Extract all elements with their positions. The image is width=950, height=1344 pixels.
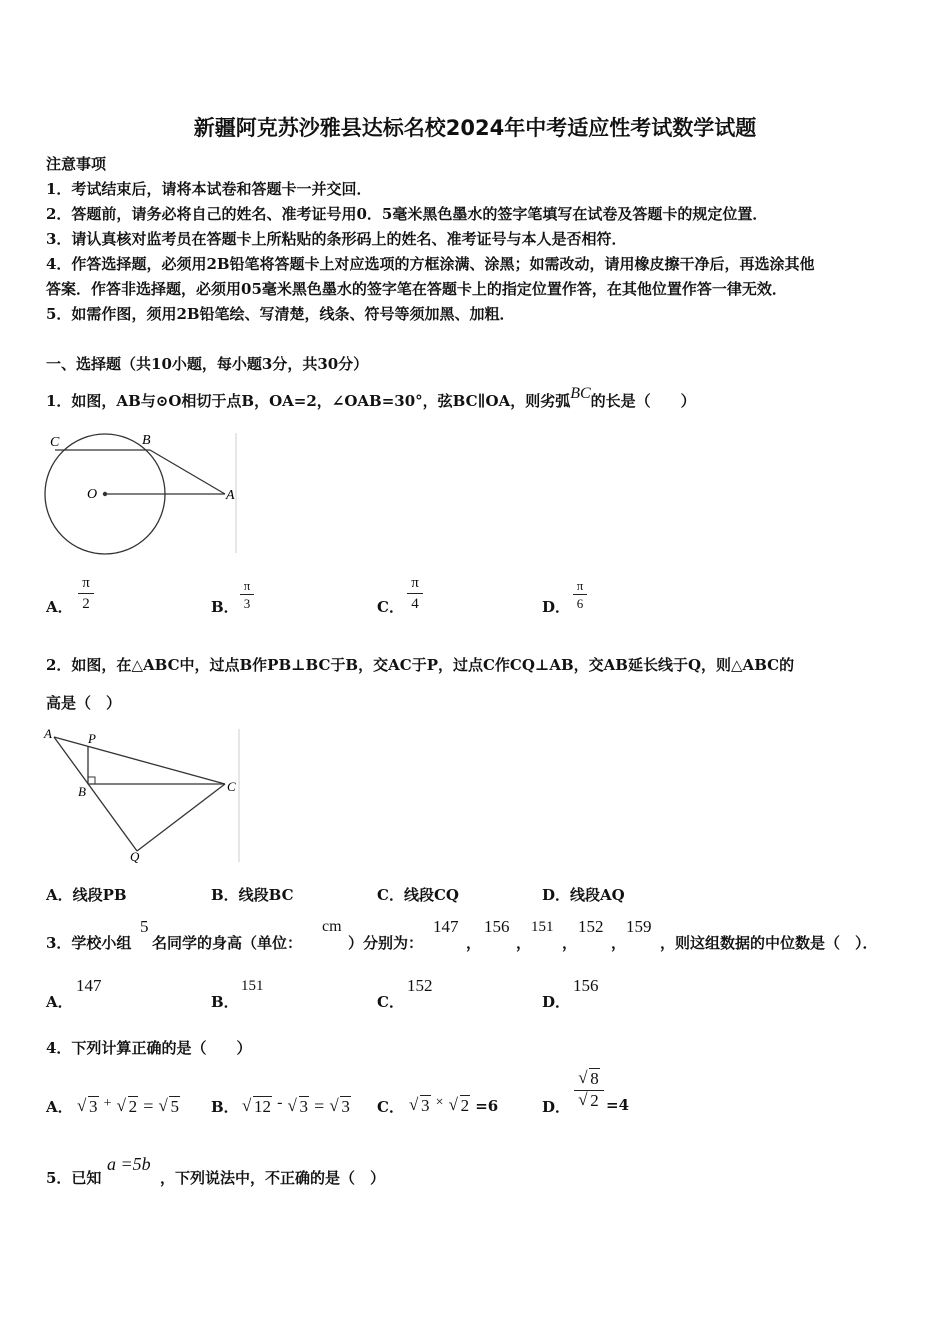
sqrt-2: √ 2	[449, 1096, 471, 1116]
q4-option-d-fraction: √ 8 √ 2	[574, 1070, 604, 1111]
q1-option-b-label: B．	[211, 598, 239, 616]
q3-option-d-label: D．	[542, 993, 571, 1011]
fig1-label-c: C	[50, 435, 60, 450]
question-1-text	[46, 385, 696, 411]
q2-option-b: B．线段BC	[211, 886, 294, 904]
fig2-label-q: Q	[130, 849, 140, 864]
arc-bc: BC	[570, 385, 591, 402]
q3-value-3: 151	[531, 919, 554, 935]
question-2-line2: 高是（ ）	[46, 694, 122, 712]
q1-figure	[40, 428, 240, 558]
sqrt-3: √ 3	[409, 1096, 431, 1116]
q4-option-b-expr: √ 12 - √ 3 = √ 3	[242, 1096, 351, 1117]
q3-text-2: 名同学的身高（单位：	[152, 934, 303, 952]
q3-option-b-label: B．	[211, 993, 239, 1011]
notice-item-4-cont: 答案．作答非选择题，必须用05毫米黑色墨水的签字笔在答题卡上的指定位置作答，在其他位置作答一律无效．	[46, 280, 787, 298]
fig2-label-b: B	[78, 784, 86, 799]
q1-option-d-fraction: π 6	[573, 578, 587, 611]
q4-option-b-label: B．	[211, 1098, 239, 1116]
sqrt-12: √ 12	[242, 1097, 272, 1117]
fig1-label-a: A	[226, 488, 235, 503]
q3-value-5: 159	[626, 917, 652, 936]
q3-unit: cm	[322, 918, 342, 935]
q3-option-a-value: 147	[76, 976, 102, 995]
q4-option-a-expr: √ 3 + √ 2 = √ 5	[77, 1096, 180, 1117]
sqrt-5: √ 5	[158, 1097, 180, 1117]
q3-option-d-value: 156	[573, 976, 599, 995]
notice-item-1: 1．考试结束后，请将本试卷和答题卡一并交回．	[46, 180, 372, 198]
q3-value-2: 156	[484, 917, 510, 936]
q3-sep-2: ，	[516, 934, 532, 952]
q1-option-c-label: C．	[377, 598, 404, 616]
sqrt-3: √ 3	[77, 1097, 99, 1117]
notice-item-4: 4．作答选择题，必须用2B铅笔将答题卡上对应选项的方框涂满、涂黑；如需改动，请用橡皮擦干净后，再选涂其他	[46, 255, 815, 273]
q4-option-d-eq: =4	[606, 1096, 630, 1114]
q3-option-c-label: C．	[377, 993, 404, 1011]
fig1-label-o: O	[87, 487, 98, 502]
q5-text-2: ，下列说法中，不正确的是（ ）	[160, 1169, 386, 1187]
question-4-text: 4．下列计算正确的是（ ）	[46, 1039, 252, 1057]
q3-value-1: 147	[433, 917, 459, 936]
q3-sep-1: ，	[466, 934, 482, 952]
fig2-label-c: C	[227, 779, 236, 794]
q1-text-a: 1．如图，AB与⊙O相切于点B，OA=2，∠OAB=30°，弦BC∥OA，则劣弧	[46, 392, 571, 410]
fig1-label-b: B	[142, 433, 151, 448]
q3-text-1: 3．学校小组	[46, 934, 132, 952]
q3-option-a-label: A．	[46, 993, 73, 1011]
sqrt-2: √ 2	[117, 1097, 139, 1117]
q1-option-b-fraction: π 3	[240, 578, 254, 611]
q1-option-a-label: A．	[46, 598, 73, 616]
q3-option-b-value: 151	[241, 978, 264, 994]
q2-figure	[40, 724, 245, 866]
question-2-line1: 2．如图，在△ABC中，过点B作PB⊥BC于B，交AC于P，过点C作CQ⊥AB，交AB延长线于Q，则△ABC的	[46, 656, 795, 674]
page-title: 新疆阿克苏沙雅县达标名校2024年中考适应性考试数学试题	[193, 116, 757, 140]
q3-option-c-value: 152	[407, 976, 433, 995]
q2-option-d: D．线段AQ	[542, 886, 625, 904]
q4-option-c-label: C．	[377, 1098, 404, 1116]
q3-text-3: ）分别为：	[348, 934, 424, 952]
sqrt-3: √ 3	[288, 1097, 310, 1117]
q4-option-c-expr: √ 3 × √ 2 =6	[409, 1096, 498, 1116]
q1-option-c-fraction: π 4	[407, 574, 423, 613]
q3-value-4: 152	[578, 917, 604, 936]
notice-item-5: 5．如需作图，须用2B铅笔绘、写清楚，线条、符号等须加黑、加粗．	[46, 305, 515, 323]
notice-heading: 注意事项	[46, 155, 107, 173]
q3-sep-4: ，	[611, 934, 627, 952]
q1-option-a-fraction: π 2	[78, 574, 94, 613]
sqrt-3: √ 3	[329, 1097, 351, 1117]
q4-option-d-label: D．	[542, 1098, 571, 1116]
fig2-label-a: A	[44, 726, 52, 741]
notice-item-2: 2．答题前，请务必将自己的姓名、准考证号用0．5毫米黑色墨水的签字笔填写在试卷及答题卡的规定位置．	[46, 205, 768, 223]
q2-option-a: A．线段PB	[46, 886, 127, 904]
q5-text-1: 5．已知	[46, 1169, 102, 1187]
section-heading: 一、选择题（共10小题，每小题3分，共30分）	[46, 355, 369, 373]
q3-five: 5	[140, 917, 149, 936]
q3-sep-3: ，	[562, 934, 578, 952]
q3-text-4: ，则这组数据的中位数是（ ）．	[660, 934, 878, 952]
q2-option-c: C．线段CQ	[377, 886, 459, 904]
notice-item-3: 3．请认真核对监考员在答题卡上所粘贴的条形码上的姓名、准考证号与本人是否相符．	[46, 230, 627, 248]
q5-math: a =5b	[107, 1154, 151, 1174]
q1-option-d-label: D．	[542, 598, 571, 616]
q1-text-b: 的长是（ ）	[590, 392, 696, 410]
fig2-label-p: P	[88, 731, 96, 746]
q4-option-a-label: A．	[46, 1098, 73, 1116]
